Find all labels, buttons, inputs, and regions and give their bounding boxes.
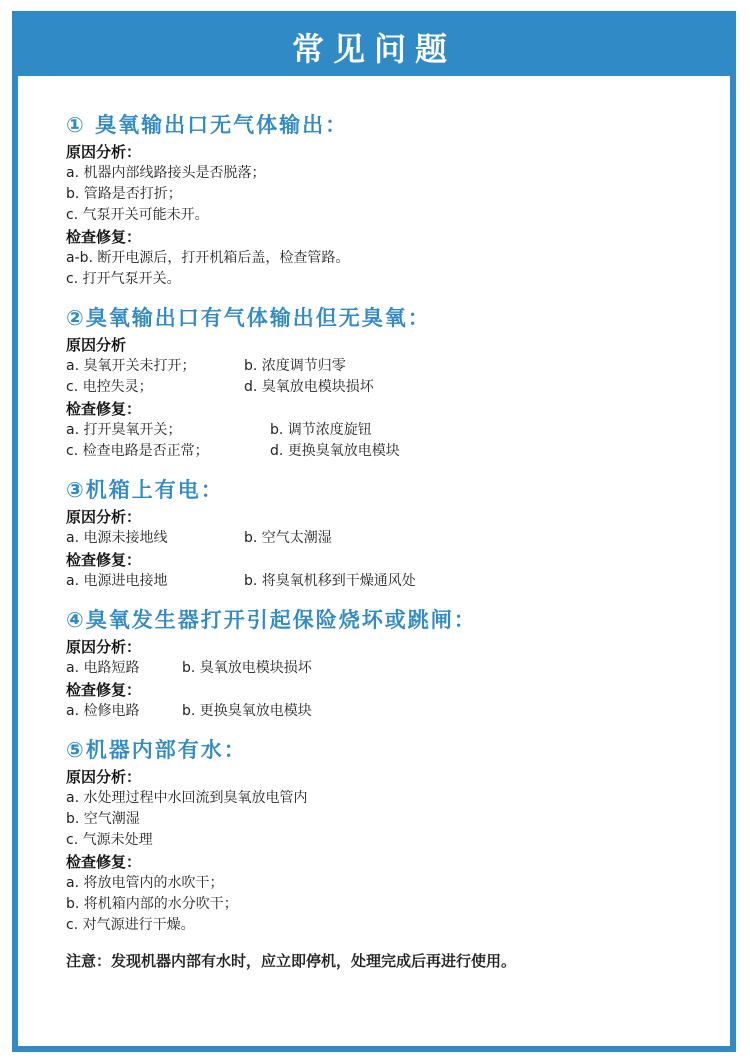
fix-item: c. 打开气泵开关。 [66,271,181,287]
fix-item: b. 更换臭氧放电模块 [182,703,312,719]
cause-item: c. 气泵开关可能未开。 [66,207,209,223]
warning-note: 注意：发现机器内部有水时，应立即停机，处理完成后再进行使用。 [66,952,517,970]
cause-item: a. 电源未接地线 [66,530,168,546]
header-bar [18,17,730,76]
cause-row [66,658,716,679]
cause-item: b. 空气太潮湿 [244,530,332,546]
fix-item: a. 将放电管内的水吹干； [66,875,224,891]
faq-section-3 [66,476,716,592]
cause-item: b. 臭氧放电模块损坏 [182,660,312,676]
section-title: ① 臭氧输出口无气体输出： [66,113,349,137]
cause-row [66,377,716,398]
fix-row [66,571,716,592]
cause-heading: 原因分析： [66,768,142,786]
fix-item: c. 检查电路是否正常； [66,443,209,459]
cause-item: d. 臭氧放电模块损坏 [244,379,374,395]
cause-heading: 原因分析 [66,336,127,354]
fix-item: a-b. 断开电源后，打开机箱后盖，检查管路。 [66,250,350,266]
faq-content [66,111,716,972]
cause-item: c. 电控失灵； [66,379,153,395]
section-title: ③机箱上有电： [66,478,224,502]
section-title: ⑤机器内部有水： [66,738,247,762]
faq-section-5 [66,736,716,936]
fix-item: b. 调节浓度旋钮 [270,422,372,438]
page-title: 常见问题 [291,29,456,68]
cause-row [66,356,716,377]
cause-item: a. 臭氧开关未打开； [66,358,196,374]
fix-item: a. 电源进电接地 [66,573,168,589]
cause-item: a. 电路短路 [66,660,140,676]
fix-item: b. 将臭氧机移到干燥通风处 [244,573,416,589]
section-title: ②臭氧输出口有气体输出但无臭氧： [66,306,431,330]
cause-row [66,528,716,549]
cause-item: b. 空气潮湿 [66,811,140,827]
fix-item: d. 更换臭氧放电模块 [270,443,400,459]
fix-heading: 检查修复： [66,853,142,871]
cause-item: c. 气源未处理 [66,832,153,848]
cause-heading: 原因分析： [66,638,142,656]
fix-item: a. 打开臭氧开关； [66,422,182,438]
cause-item: b. 浓度调节归零 [244,358,346,374]
cause-heading: 原因分析： [66,508,142,526]
fix-heading: 检查修复： [66,400,142,418]
fix-item: a. 检修电路 [66,703,140,719]
page-frame [12,11,736,1052]
fix-heading: 检查修复： [66,228,142,246]
cause-item: a. 机器内部线路接头是否脱落； [66,165,266,181]
fix-row [66,701,716,722]
section-title: ④臭氧发生器打开引起保险烧坏或跳闸： [66,608,477,632]
cause-heading: 原因分析： [66,143,142,161]
fix-item: c. 对气源进行干燥。 [66,917,195,933]
fix-row [66,420,716,441]
fix-heading: 检查修复： [66,551,142,569]
faq-section-2 [66,304,716,462]
faq-section-1 [66,111,716,290]
fix-heading: 检查修复： [66,681,142,699]
cause-item: b. 管路是否打折； [66,186,182,202]
cause-item: a. 水处理过程中水回流到臭氧放电管内 [66,790,308,806]
faq-section-4 [66,606,716,722]
fix-item: b. 将机箱内部的水分吹干； [66,896,238,912]
fix-row [66,441,716,462]
